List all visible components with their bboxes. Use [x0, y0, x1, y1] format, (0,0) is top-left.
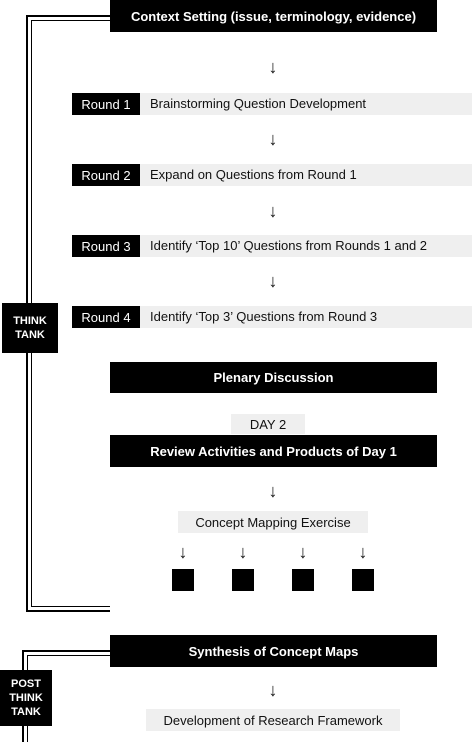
review-activities-text: Review Activities and Products of Day 1 — [150, 443, 397, 459]
round-2-tag — [72, 164, 140, 186]
concept-map-square-2 — [232, 569, 254, 591]
think-tank-label — [2, 303, 58, 353]
concept-map-square-3 — [292, 569, 314, 591]
arrow-down-icon: ↓ — [298, 542, 308, 562]
concept-map-square-1 — [172, 569, 194, 591]
arrow-down-icon: ↓ — [178, 542, 188, 562]
round-1-tag — [72, 93, 140, 115]
arrow-down-icon: ↓ — [268, 129, 278, 149]
development-label — [146, 709, 400, 731]
round-1-tag-text: Round 1 — [81, 96, 131, 112]
arrow-down-icon: ↓ — [268, 680, 278, 700]
arrow-down-icon: ↓ — [358, 542, 368, 562]
review-activities-box — [110, 435, 437, 467]
arrow-down-icon: ↓ — [268, 201, 278, 221]
concept-mapping-text: Concept Mapping Exercise — [195, 514, 351, 530]
arrow-down-icon: ↓ — [268, 271, 278, 291]
arrow-down-icon: ↓ — [238, 542, 248, 562]
arrow-down-icon: ↓ — [268, 481, 278, 501]
think-tank-label-text: THINK TANK — [13, 315, 47, 341]
round-4-text: Identify ‘Top 3’ Questions from Round 3 — [150, 309, 378, 324]
context-setting-text: Context Setting (issue, terminology, evidence) — [130, 8, 417, 24]
concept-map-square-4 — [352, 569, 374, 591]
round-2-tag-text: Round 2 — [81, 167, 131, 183]
round-2-text: Expand on Questions from Round 1 — [150, 167, 357, 182]
synthesis-box — [110, 635, 437, 667]
round-1-text: Brainstorming Question Development — [150, 96, 367, 111]
context-setting-box — [110, 0, 437, 32]
day-2-text: DAY 2 — [249, 416, 287, 432]
round-4-tag-text: Round 4 — [81, 309, 131, 325]
round-4-tag — [72, 306, 140, 328]
synthesis-text: Synthesis of Concept Maps — [188, 643, 359, 659]
round-3-tag — [72, 235, 140, 257]
concept-mapping-label — [178, 511, 368, 533]
round-3-text: Identify ‘Top 10’ Questions from Rounds 1 and 2 — [150, 238, 428, 253]
plenary-discussion-box — [110, 362, 437, 393]
post-think-tank-label-text: POST THINK TANK — [9, 678, 43, 718]
post-think-tank-label — [0, 670, 52, 726]
arrow-down-icon: ↓ — [268, 57, 278, 77]
day-2-label — [231, 414, 305, 434]
development-text: Development of Research Framework — [163, 712, 383, 728]
round-3-tag-text: Round 3 — [81, 238, 131, 254]
plenary-discussion-text: Plenary Discussion — [213, 370, 334, 385]
